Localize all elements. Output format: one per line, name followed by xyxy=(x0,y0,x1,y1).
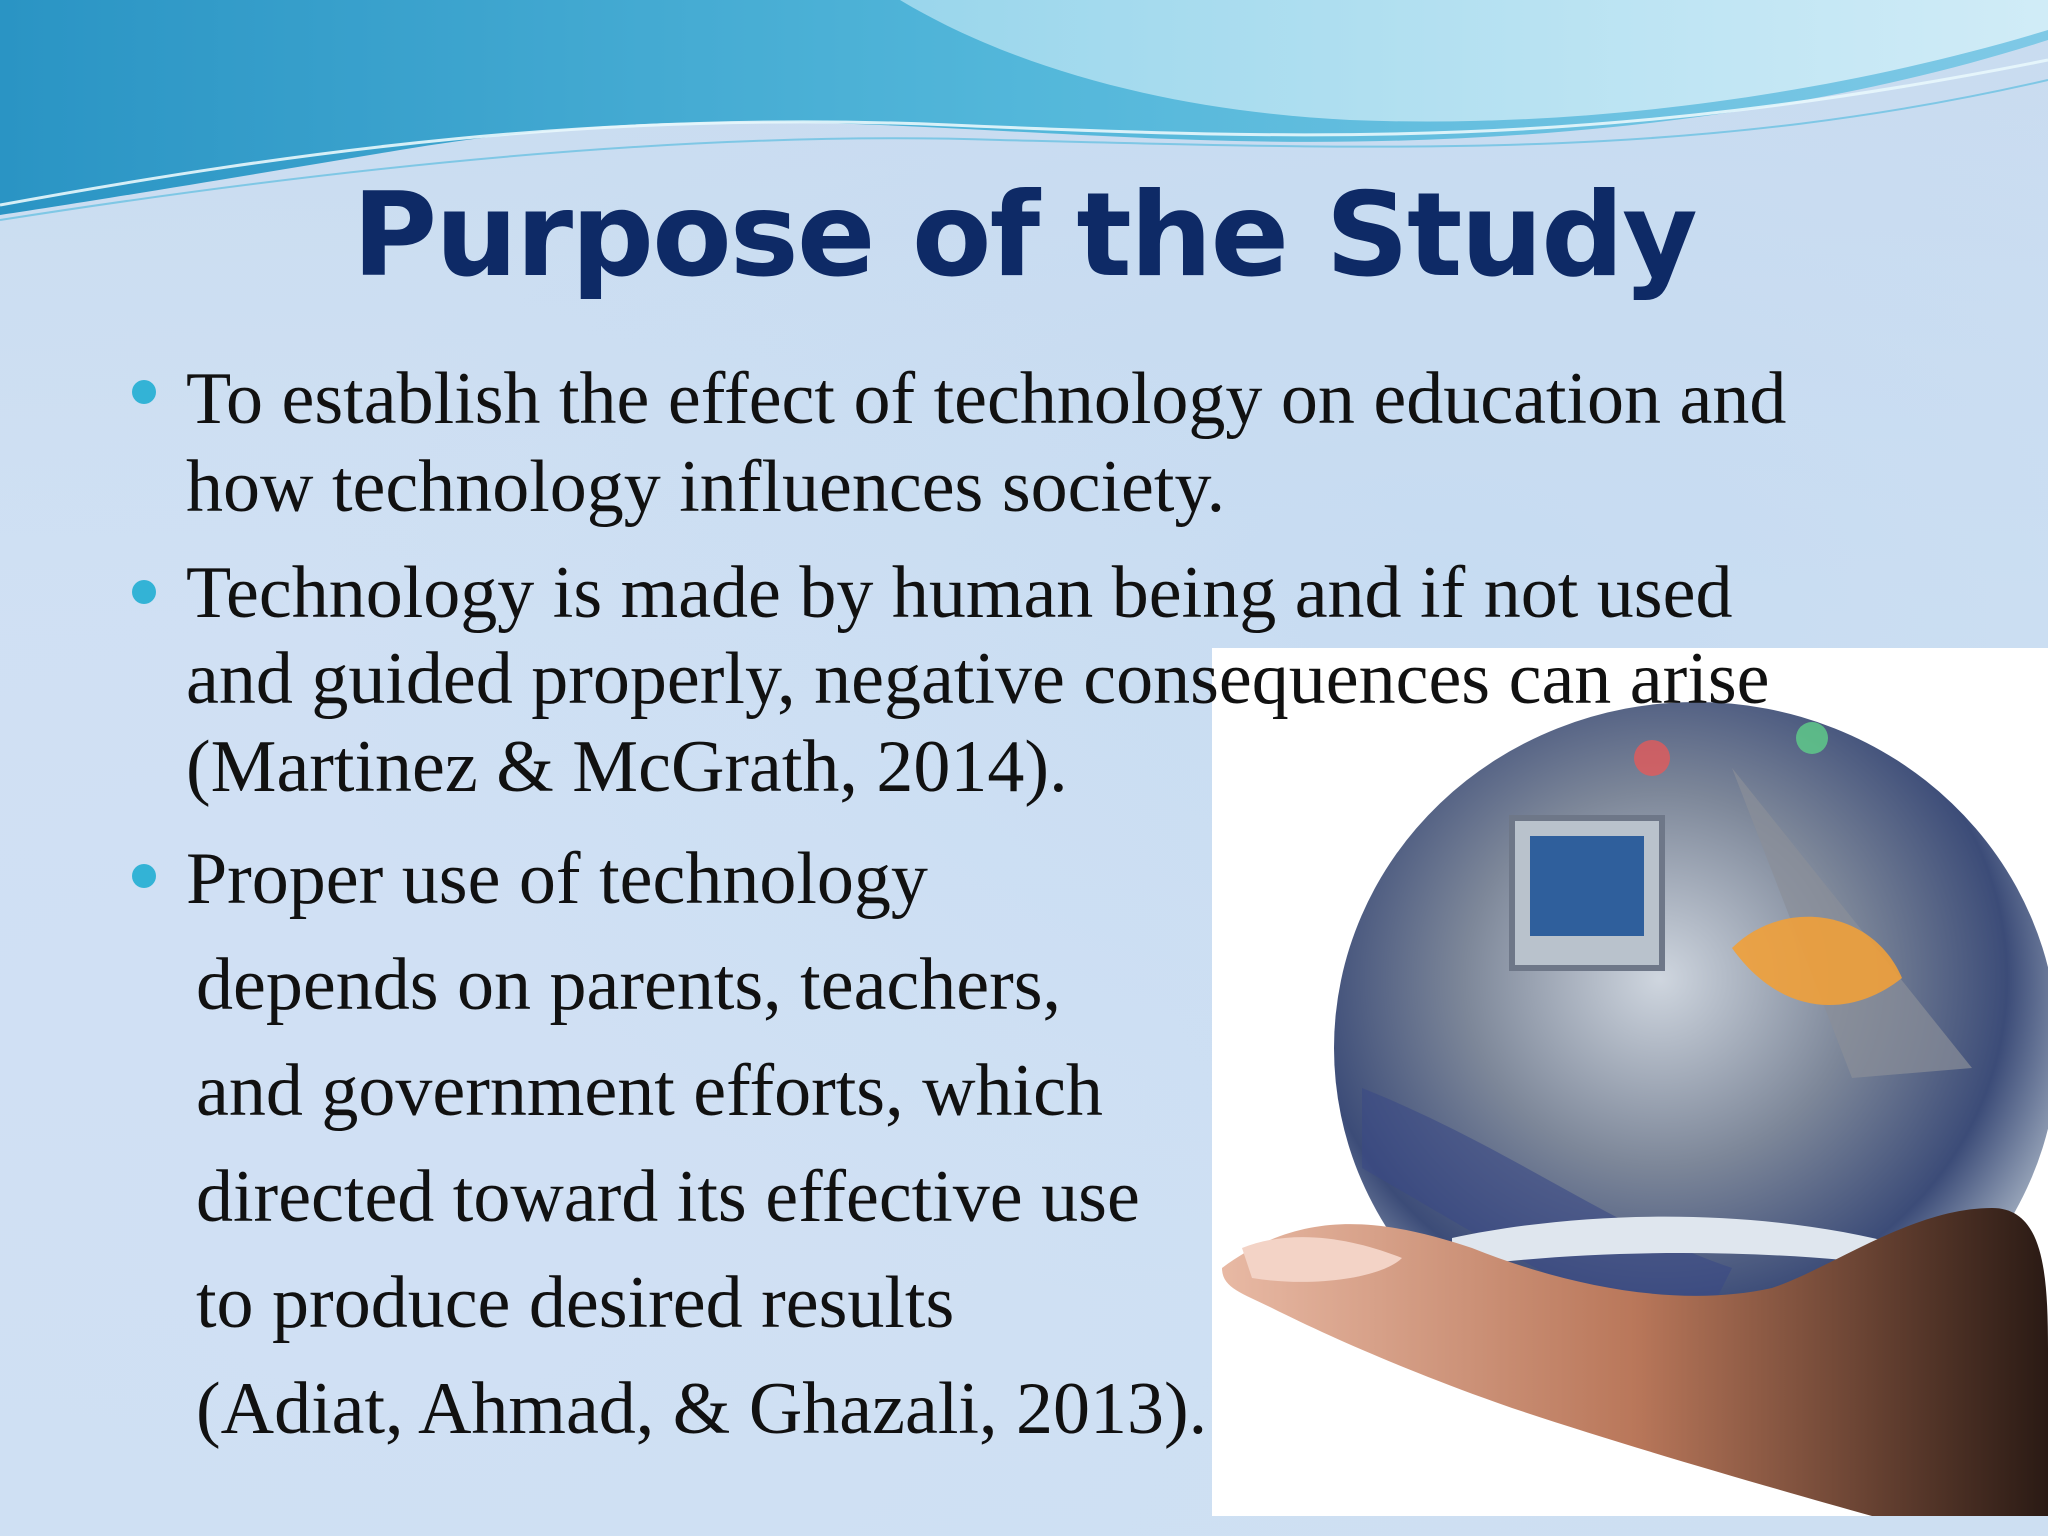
bullet-line: depends on parents, teachers, xyxy=(196,944,1062,1026)
bullet-line: to produce desired results xyxy=(196,1262,955,1344)
bullet-line: and guided properly, negative consequences can arise xyxy=(186,638,1770,720)
bullet-line: Proper use of technology xyxy=(186,838,928,920)
bullet-line: (Adiat, Ahmad, & Ghazali, 2013). xyxy=(196,1368,1208,1450)
bullet-line: and government efforts, which xyxy=(196,1050,1103,1132)
bullet-point-icon xyxy=(132,580,156,604)
slide-title: Purpose of the Study xyxy=(352,168,1696,303)
bullet-point-icon xyxy=(132,864,156,888)
bullet-line: Technology is made by human being and if not used xyxy=(186,552,1733,634)
bullet-line: directed toward its effective use xyxy=(196,1156,1140,1238)
bullet-line: how technology influences society. xyxy=(186,446,1226,528)
bullet-line: (Martinez & McGrath, 2014). xyxy=(186,726,1068,808)
bullet-line: To establish the effect of technology on education and xyxy=(186,358,1787,440)
bullet-point-icon xyxy=(132,380,156,404)
